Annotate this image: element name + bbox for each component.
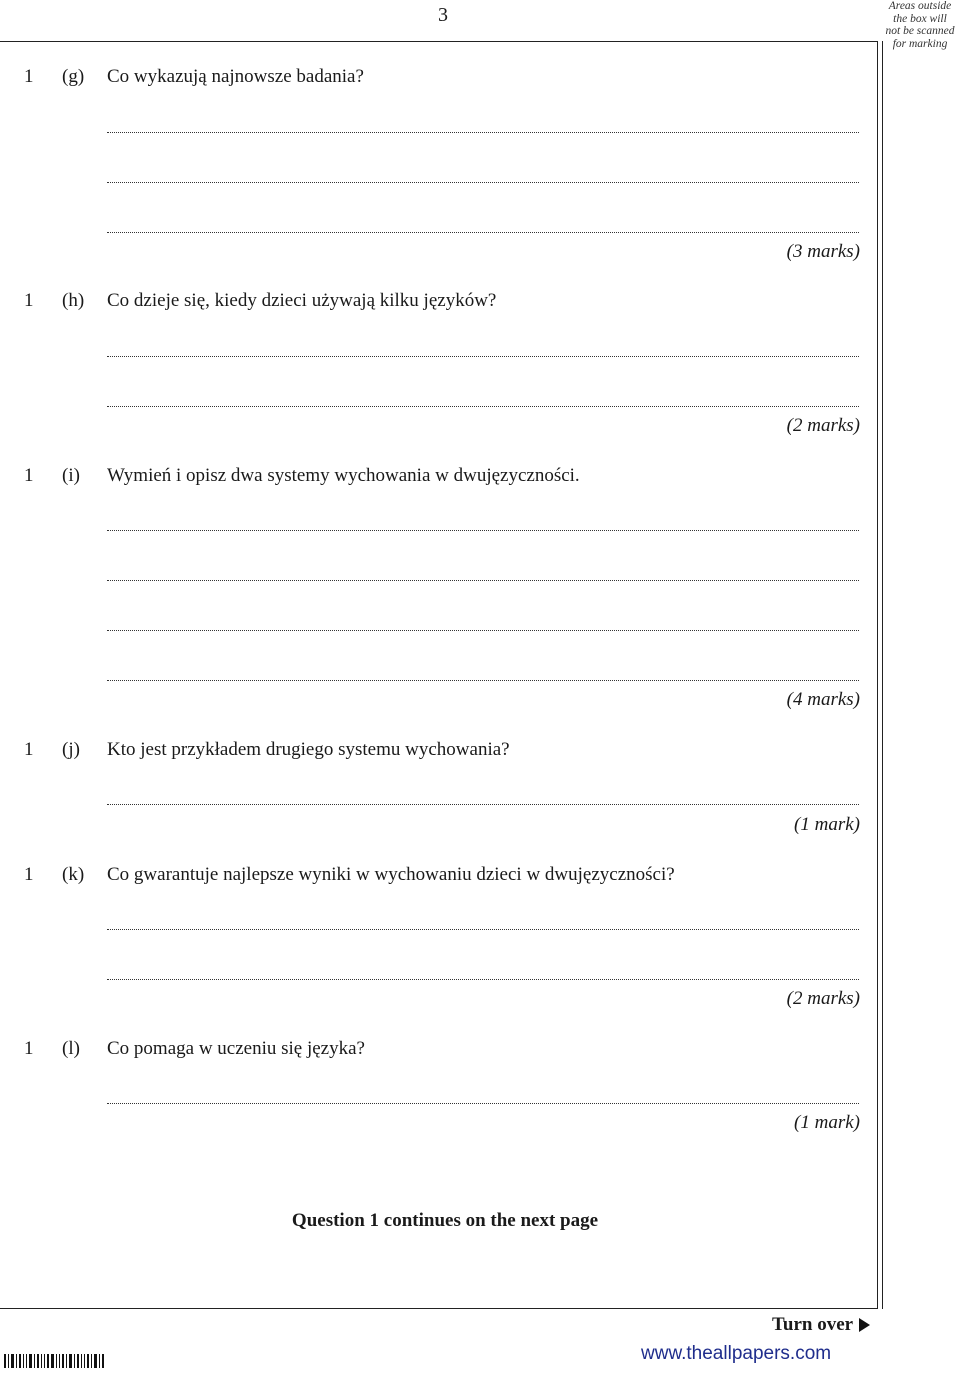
margin-note-line: for marking: [892, 37, 948, 50]
question-part: (g): [62, 66, 85, 87]
question-part: (j): [62, 739, 80, 760]
answer-line[interactable]: [107, 132, 859, 133]
question-text: Co gwarantuje najlepsze wyniki w wychowaniu dzieci w dwujęzyczności?: [107, 864, 675, 885]
answer-line[interactable]: [107, 530, 859, 531]
question-number: 1: [24, 465, 34, 486]
answer-line[interactable]: [107, 680, 859, 681]
marks-label: (4 marks): [786, 689, 860, 710]
answer-line[interactable]: [107, 356, 859, 357]
barcode: [4, 1354, 104, 1368]
question-text: Co dzieje się, kiedy dzieci używają kilku języków?: [107, 290, 497, 311]
question-number: 1: [24, 290, 34, 311]
question-part: (k): [62, 864, 85, 885]
question-number: 1: [24, 66, 34, 87]
question-text: Co wykazują najnowsze badania?: [107, 66, 364, 87]
box-outer-border: [882, 41, 883, 1309]
answer-line[interactable]: [107, 630, 859, 631]
answer-line[interactable]: [107, 1103, 859, 1104]
question-text: Wymień i opisz dwa systemy wychowania w dwujęzyczności.: [107, 465, 580, 486]
page-number: 3: [438, 4, 448, 26]
answer-line[interactable]: [107, 804, 859, 805]
arrow-right-icon: [859, 1318, 870, 1332]
marks-label: (2 marks): [786, 415, 860, 436]
question-part: (i): [62, 465, 80, 486]
answer-line[interactable]: [107, 929, 859, 930]
marks-label: (1 mark): [794, 814, 860, 835]
margin-note-line: Areas outside: [888, 0, 952, 12]
turn-over-label: Turn over: [772, 1314, 854, 1335]
question-text: Co pomaga w uczeniu się języka?: [107, 1038, 365, 1059]
margin-note-line: not be scanned: [885, 25, 955, 37]
marks-label: (3 marks): [786, 241, 860, 262]
marks-label: (2 marks): [786, 988, 860, 1009]
continues-note: Question 1 continues on the next page: [291, 1210, 599, 1231]
answer-line[interactable]: [107, 232, 859, 233]
answer-line[interactable]: [107, 979, 859, 980]
margin-note: [880, 0, 960, 50]
turn-over: [772, 1314, 870, 1336]
marks-label: (1 mark): [794, 1112, 860, 1133]
question-part: (h): [62, 290, 85, 311]
margin-note-line: the box will: [893, 12, 947, 25]
question-number: 1: [24, 864, 34, 885]
question-number: 1: [24, 1038, 34, 1059]
answer-line[interactable]: [107, 182, 859, 183]
answer-line[interactable]: [107, 580, 859, 581]
answer-line[interactable]: [107, 406, 859, 407]
question-text: Kto jest przykładem drugiego systemu wychowania?: [107, 739, 510, 760]
website-link[interactable]: www.theallpapers.com: [641, 1343, 832, 1364]
question-part: (l): [62, 1038, 80, 1059]
question-number: 1: [24, 739, 34, 760]
